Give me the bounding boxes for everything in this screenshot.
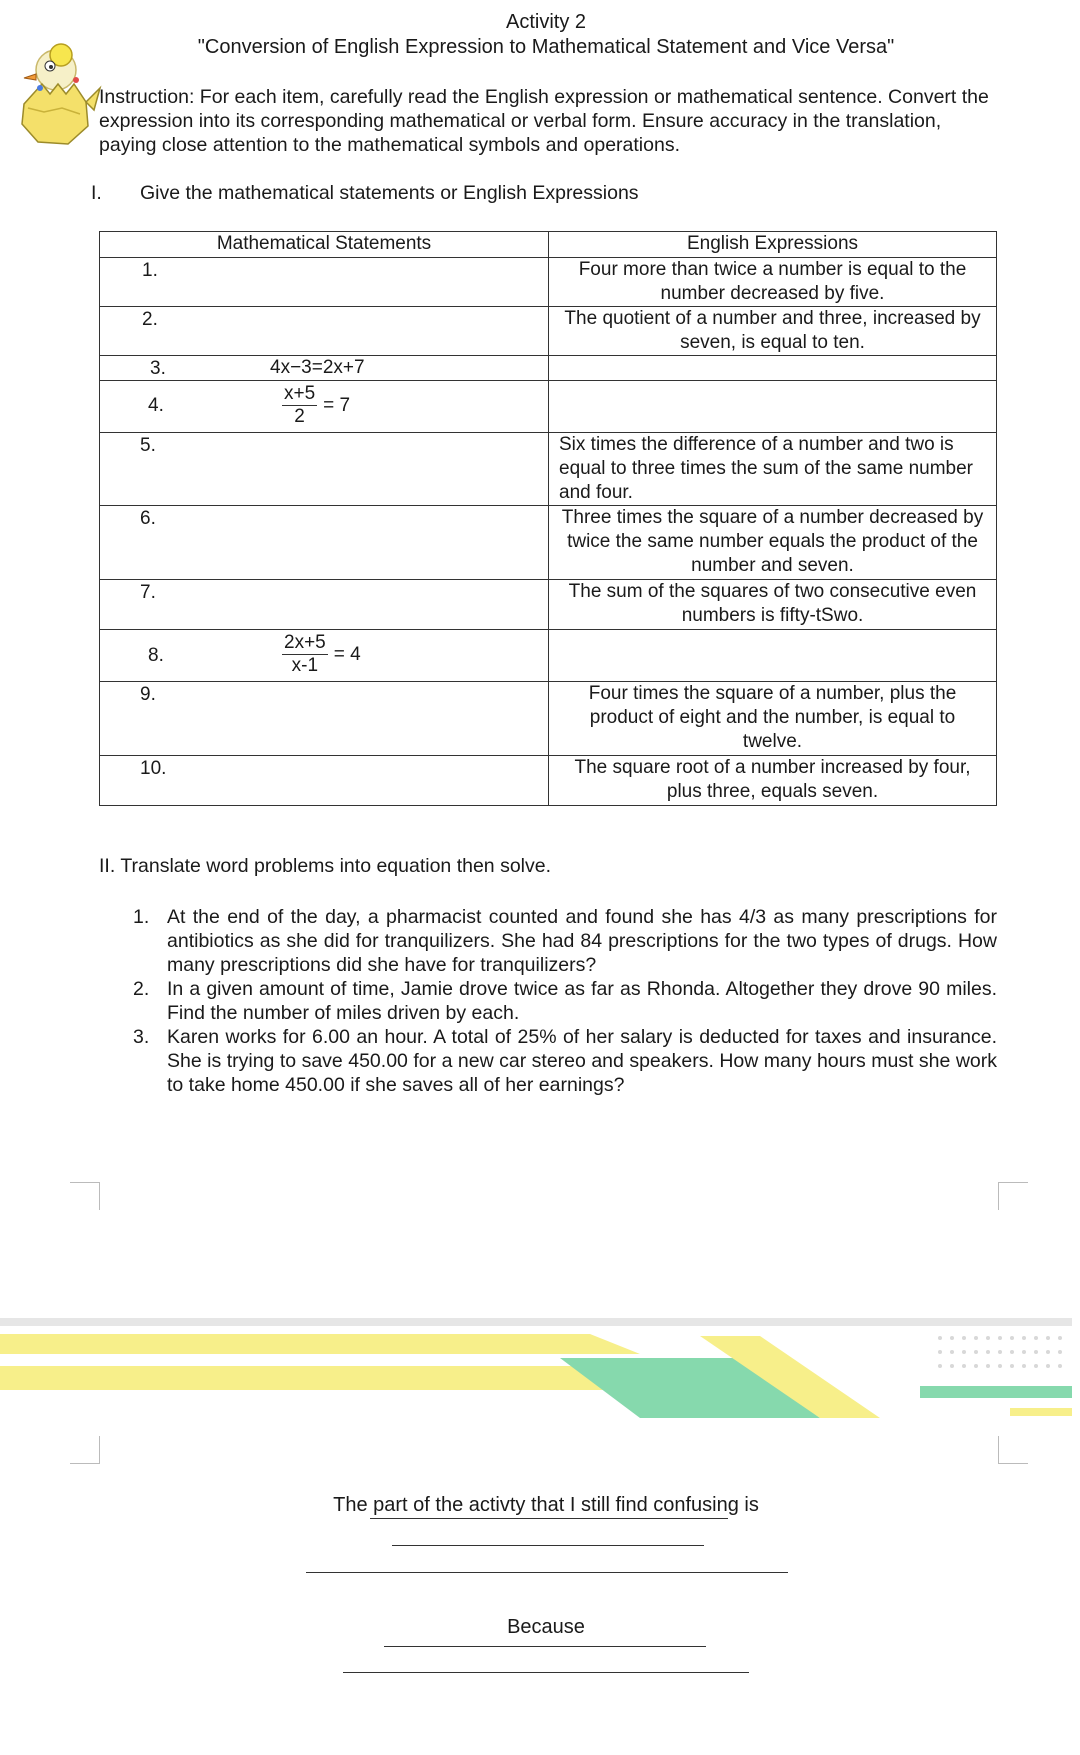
equals-value: = 7 <box>323 394 351 416</box>
math-cell <box>100 630 549 682</box>
activity-subtitle: "Conversion of English Expression to Mathematical Statement and Vice Versa" <box>197 36 895 58</box>
part2-heading: II. Translate word problems into equation then solve. <box>99 855 552 877</box>
table-header-row <box>100 232 997 258</box>
problem-text: Karen works for 6.00 an hour. A total of 25% of her salary is deducted for taxes and insurance. She is trying to save 450.00 for a new car stereo and speakers. How many hours must she work to take home 450.00 if she saves all of her earnings? <box>167 1026 997 1096</box>
english-cell[interactable] <box>549 356 997 381</box>
table-row <box>100 356 997 381</box>
instruction-paragraph <box>99 85 999 157</box>
instruction-label: Instruction: <box>99 86 195 108</box>
item-number: 9. <box>140 684 156 705</box>
item-number: 1. <box>142 260 158 281</box>
list-item <box>133 1025 997 1097</box>
fraction-numerator: 2x+5 <box>284 632 326 653</box>
english-cell: Four more than twice a number is equal to the number decreased by five. <box>549 258 997 307</box>
math-cell[interactable] <box>100 307 549 356</box>
math-cell[interactable] <box>100 580 549 630</box>
english-cell: Three times the square of a number decreased by twice the same number equals the product of the number and seven. <box>549 506 997 580</box>
english-cell[interactable] <box>549 630 997 682</box>
table-row <box>100 756 997 806</box>
crop-mark-bottom-left <box>70 1436 100 1464</box>
problem-number: 3. <box>133 1026 150 1048</box>
english-cell: The quotient of a number and three, increased by seven, is equal to ten. <box>549 307 997 356</box>
item-number: 8. <box>148 645 164 666</box>
equals-value: = 4 <box>333 643 361 665</box>
answer-line[interactable] <box>343 1672 749 1673</box>
math-cell[interactable] <box>100 433 549 506</box>
answer-line[interactable] <box>306 1572 788 1573</box>
math-cell[interactable] <box>100 682 549 756</box>
answer-line[interactable] <box>370 1518 728 1519</box>
english-cell: The square root of a number increased by four, plus three, equals seven. <box>549 756 997 806</box>
table-row <box>100 682 997 756</box>
col-header-math: Mathematical Statements <box>100 232 549 258</box>
activity-title: Activity 2 <box>505 11 587 33</box>
math-statement: 4x−3=2x+7 <box>270 357 365 378</box>
item-number: 3. <box>150 358 166 379</box>
answer-line[interactable] <box>384 1646 706 1647</box>
fraction <box>282 632 328 677</box>
english-cell: The sum of the squares of two consecutive even numbers is fifty-tSwo. <box>549 580 997 630</box>
chick-mascot-icon <box>14 38 104 148</box>
crop-mark-bottom-right <box>998 1436 1028 1464</box>
answer-line[interactable] <box>392 1545 704 1546</box>
fraction-expression <box>282 632 361 677</box>
instruction-text: For each item, carefully read the English expression or mathematical sentence. Convert the expression into its corresponding mathematical or verbal form. Ensure accuracy in the translation, paying close attention to the mathematical symbols and operations. <box>99 86 989 156</box>
item-number: 6. <box>140 508 156 529</box>
fraction <box>282 383 317 428</box>
conversion-table <box>99 231 997 806</box>
math-cell[interactable] <box>100 506 549 580</box>
problem-text: At the end of the day, a pharmacist counted and found she has 4/3 as many prescriptions for antibiotics as she did for tranquilizers. She had 84 prescriptions for the two types of drugs. How many prescriptions did she have for tranquilizers? <box>167 906 997 976</box>
crop-mark-top-right <box>998 1182 1028 1210</box>
because-label: Because <box>507 1616 585 1638</box>
table-row <box>100 506 997 580</box>
math-cell <box>100 381 549 433</box>
english-cell: Four times the square of a number, plus the product of eight and the number, is equal to twelve. <box>549 682 997 756</box>
problem-text: In a given amount of time, Jamie drove twice as far as Rhonda. Altogether they drove 90 miles. Find the number of miles driven by each. <box>167 978 997 1024</box>
list-item <box>133 977 997 1025</box>
item-number: 4. <box>148 395 164 416</box>
problem-number: 1. <box>133 906 150 928</box>
english-cell: Six times the difference of a number and two is equal to three times the sum of the same number and four. <box>549 433 997 506</box>
item-number: 10. <box>140 758 167 779</box>
table-row <box>100 381 997 433</box>
crop-mark-top-left <box>70 1182 100 1210</box>
english-cell[interactable] <box>549 381 997 433</box>
table-row <box>100 580 997 630</box>
col-header-english: English Expressions <box>549 232 997 258</box>
table-row <box>100 307 997 356</box>
word-problem-list <box>133 905 997 1097</box>
list-item <box>133 905 997 977</box>
part1-heading <box>91 182 639 205</box>
item-number: 7. <box>140 582 156 603</box>
item-number: 2. <box>142 309 158 330</box>
item-number: 5. <box>140 435 156 456</box>
table-row <box>100 433 997 506</box>
part1-heading-text: Give the mathematical statements or English Expressions <box>140 182 639 204</box>
math-cell[interactable] <box>100 756 549 806</box>
math-cell <box>100 356 549 381</box>
fraction-denominator: 2 <box>294 406 305 427</box>
fraction-expression <box>282 383 350 428</box>
decorative-band <box>0 1318 1072 1428</box>
part1-roman: I. <box>91 182 102 204</box>
problem-number: 2. <box>133 978 150 1000</box>
fraction-numerator: x+5 <box>284 383 316 404</box>
table-row <box>100 258 997 307</box>
fraction-denominator: x-1 <box>291 655 319 676</box>
math-cell[interactable] <box>100 258 549 307</box>
table-row <box>100 630 997 682</box>
reflection-prompt: The part of the activty that I still find confusing is <box>333 1494 759 1516</box>
